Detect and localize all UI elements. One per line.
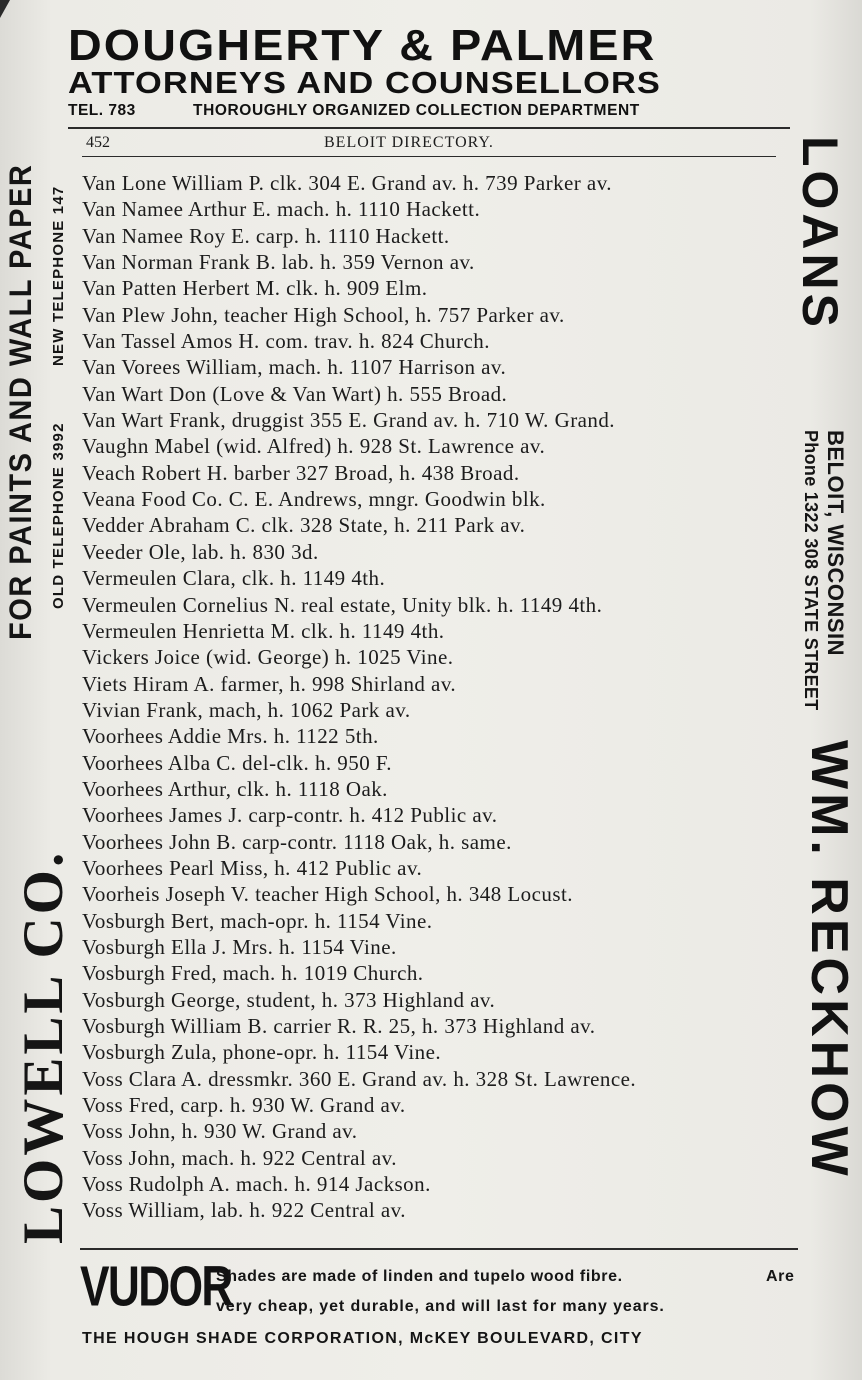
header-telephone: TEL. 783 bbox=[68, 102, 136, 119]
footer-ad-line-3: THE HOUGH SHADE CORPORATION, McKEY BOULEVARD, CITY bbox=[82, 1330, 643, 1347]
directory-entry: Van Vorees William, mach. h. 1107 Harrison av. bbox=[82, 355, 507, 380]
directory-entry: Van Tassel Amos H. com. trav. h. 824 Church. bbox=[82, 329, 490, 354]
directory-entry: Voss John, mach. h. 922 Central av. bbox=[82, 1145, 397, 1170]
directory-entry: Voorhees John B. carp-contr. 1118 Oak, h. same. bbox=[82, 829, 512, 854]
directory-entry: Van Wart Don (Love & Van Wart) h. 555 Broad. bbox=[82, 381, 508, 406]
directory-entry: Vermeulen Cornelius N. real estate, Unity blk. h. 1149 4th. bbox=[82, 592, 603, 617]
directory-entry: Viets Hiram A. farmer, h. 998 Shirland av. bbox=[82, 671, 457, 696]
header-rule bbox=[68, 127, 790, 129]
directory-entry: Vickers Joice (wid. George) h. 1025 Vine. bbox=[82, 645, 454, 670]
directory-entry: Vosburgh George, student, h. 373 Highland av. bbox=[82, 987, 496, 1012]
directory-entry: Vaughn Mabel (wid. Alfred) h. 928 St. Lawrence av. bbox=[82, 434, 546, 459]
directory-entry: Van Norman Frank B. lab. h. 359 Vernon av. bbox=[82, 250, 475, 275]
directory-entry: Voss William, lab. h. 922 Central av. bbox=[82, 1198, 406, 1223]
directory-entry: Voorheis Joseph V. teacher High School, h. 348 Locust. bbox=[82, 882, 573, 907]
running-title: BELOIT DIRECTORY. bbox=[324, 134, 494, 151]
directory-entry: Vedder Abraham C. clk. 328 State, h. 211 Park av. bbox=[82, 513, 526, 538]
directory-entry: Veeder Ole, lab. h. 830 3d. bbox=[82, 539, 319, 564]
directory-entry: Voorhees Arthur, clk. h. 1118 Oak. bbox=[82, 776, 388, 801]
header-collection-dept: THOROUGHLY ORGANIZED COLLECTION DEPARTMENT bbox=[193, 102, 640, 119]
left-margin-ad bbox=[0, 0, 80, 1250]
right-ad-name: WM. RECKHOW bbox=[800, 740, 858, 1180]
right-ad-city: BELOIT, WISCONSIN bbox=[823, 430, 848, 657]
directory-entry: Voss Clara A. dressmkr. 360 E. Grand av. h. 328 St. Lawrence. bbox=[82, 1066, 637, 1091]
footer-ad-line-1-end: Are bbox=[766, 1268, 795, 1285]
directory-entry: Veana Food Co. C. E. Andrews, mngr. Goodwin blk. bbox=[82, 487, 546, 512]
footer-ad-line-2: very cheap, yet durable, and will last for many years. bbox=[216, 1298, 665, 1315]
directory-entry: Voorhees James J. carp-contr. h. 412 Public av. bbox=[82, 803, 498, 828]
directory-entry: Vosburgh Bert, mach-opr. h. 1154 Vine. bbox=[82, 908, 433, 933]
directory-entry: Van Namee Arthur E. mach. h. 1110 Hackett. bbox=[82, 197, 481, 222]
running-head-rule bbox=[82, 156, 776, 157]
directory-entry: Vermeulen Henrietta M. clk. h. 1149 4th. bbox=[82, 618, 445, 643]
left-ad-company: LOWELL CO. bbox=[12, 849, 75, 1244]
directory-entry: Vosburgh William B. carrier R. R. 25, h. 373 Highland av. bbox=[82, 1014, 596, 1038]
right-ad-loans: LOANS bbox=[792, 136, 848, 331]
right-ad-address: Phone 1322 308 STATE STREET bbox=[801, 430, 821, 711]
directory-entry: Vosburgh Fred, mach. h. 1019 Church. bbox=[82, 961, 424, 986]
directory-entry: Van Patten Herbert M. clk. h. 909 Elm. bbox=[82, 276, 428, 301]
directory-entry: Van Namee Roy E. carp. h. 1110 Hackett. bbox=[82, 223, 450, 248]
footer-ad-line-1 bbox=[216, 1266, 795, 1288]
directory-entry: Voss John, h. 930 W. Grand av. bbox=[82, 1119, 358, 1144]
directory-entry: Vosburgh Ella J. Mrs. h. 1154 Vine. bbox=[82, 934, 397, 959]
directory-entry: Veach Robert H. barber 327 Broad, h. 438 Broad. bbox=[82, 460, 520, 485]
directory-entry: Vivian Frank, mach, h. 1062 Park av. bbox=[82, 697, 411, 722]
left-ad-old-telephone: OLD TELEPHONE 3992 bbox=[50, 422, 67, 609]
directory-entry: Voss Fred, carp. h. 930 W. Grand av. bbox=[82, 1093, 406, 1118]
directory-entry: Van Plew John, teacher High School, h. 757 Parker av. bbox=[82, 302, 565, 327]
directory-entry: Voorhees Alba C. del-clk. h. 950 F. bbox=[82, 750, 392, 775]
footer-rule bbox=[80, 1248, 798, 1250]
directory-entry: Vosburgh Zula, phone-opr. h. 1154 Vine. bbox=[82, 1040, 442, 1065]
left-ad-products: FOR PAINTS AND WALL PAPER bbox=[4, 163, 39, 640]
header-profession: ATTORNEYS AND COUNSELLORS bbox=[68, 65, 662, 100]
directory-entries bbox=[82, 170, 792, 1224]
directory-entry: Vermeulen Clara, clk. h. 1149 4th. bbox=[82, 566, 386, 591]
directory-entry: Van Wart Frank, druggist 355 E. Grand av. h. 710 W. Grand. bbox=[82, 408, 616, 433]
footer-brand: VUDOR bbox=[80, 1255, 232, 1319]
left-ad-new-telephone: NEW TELEPHONE 147 bbox=[50, 185, 67, 366]
directory-entry: Van Lone William P. clk. 304 E. Grand av. h. 739 Parker av. bbox=[82, 171, 612, 195]
page-number: 452 bbox=[86, 134, 110, 151]
directory-entry: Voss Rudolph A. mach. h. 914 Jackson. bbox=[82, 1172, 431, 1197]
header-firm-name: DOUGHERTY & PALMER bbox=[68, 21, 657, 70]
directory-entry: Voorhees Addie Mrs. h. 1122 5th. bbox=[82, 724, 379, 749]
directory-entry: Voorhees Pearl Miss, h. 412 Public av. bbox=[82, 855, 423, 880]
footer-ad-line-1-text: Shades are made of linden and tupelo wood fibre. bbox=[216, 1268, 623, 1285]
